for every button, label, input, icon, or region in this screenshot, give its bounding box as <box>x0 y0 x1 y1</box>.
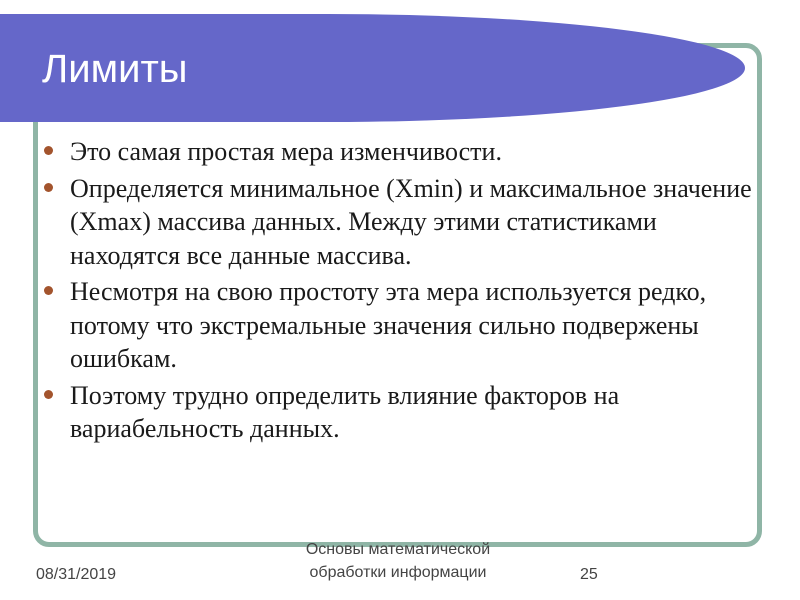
bullet-item-3 <box>42 275 752 376</box>
bullet-item-4 <box>42 379 752 446</box>
bullet-dot-icon <box>44 390 53 399</box>
bullet-dot-icon <box>44 286 53 295</box>
bullet-item-1 <box>42 135 752 169</box>
bullet-text: Несмотря на свою простоту эта мера используется редко, потому что экстремальные значения сильно подвержены ошибкам. <box>70 277 707 373</box>
bullet-text: Это самая простая мера изменчивости. <box>70 137 502 166</box>
bullet-text: Определяется минимальное (Xmin) и максимальное значение (Xmax) массива данных. Между этими статистиками находятся все данные массива. <box>70 173 752 270</box>
footer-date: 08/31/2019 <box>36 566 117 583</box>
bullet-text: Поэтому трудно определить влияние факторов на вариабельность данных. <box>70 380 620 443</box>
footer-course-title: Основы математической обработки информации <box>305 541 491 581</box>
slide-title: Лимиты <box>42 47 188 91</box>
bullet-item-2 <box>42 172 752 273</box>
bullet-dot-icon <box>44 183 53 192</box>
bullet-list <box>42 135 752 449</box>
bullet-dot-icon <box>44 146 53 155</box>
footer-page-number: 25 <box>580 566 598 583</box>
